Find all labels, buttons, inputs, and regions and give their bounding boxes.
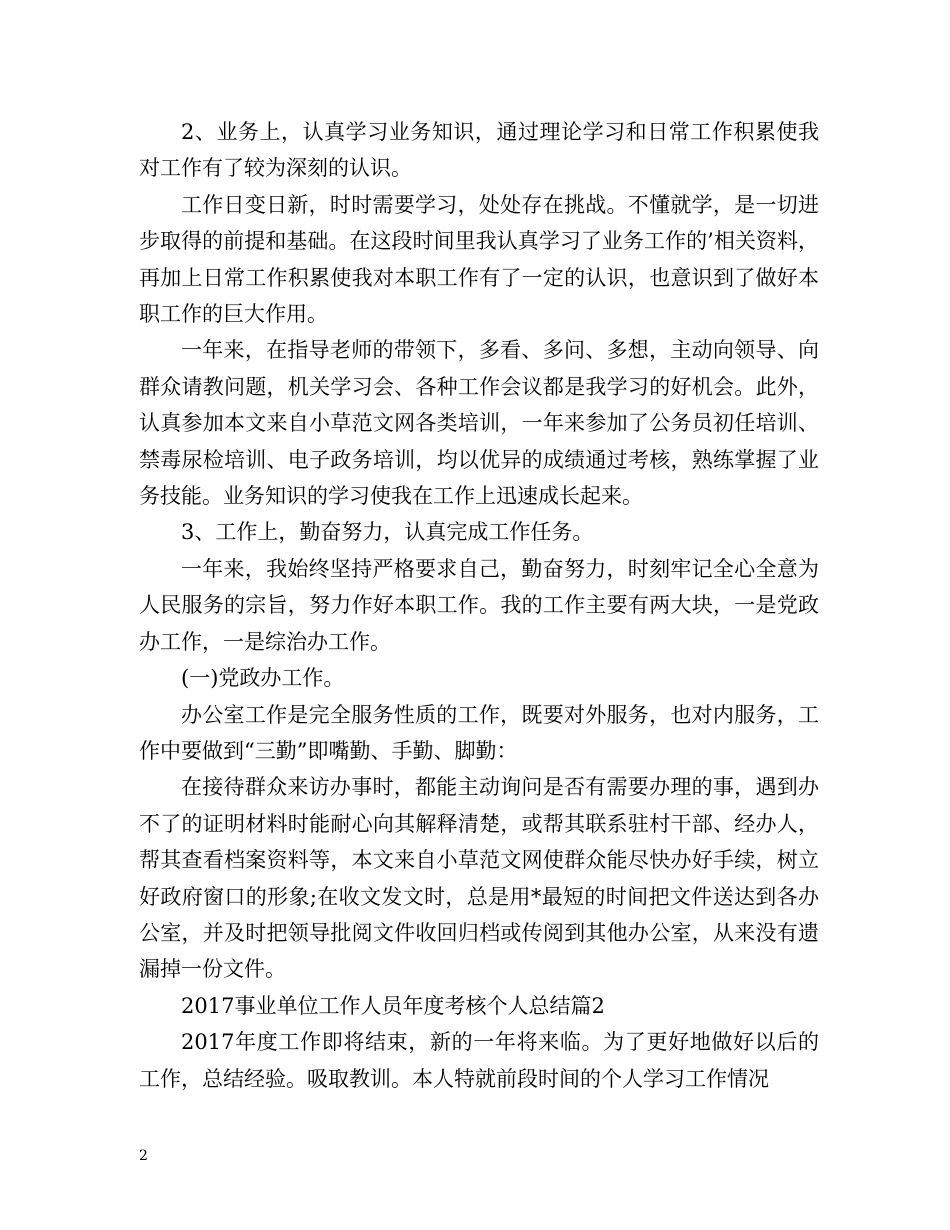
paragraph-work-changes: 工作日变日新，时时需要学习，处处存在挑战。不懂就学，是一切进步取得的前提和基础。在这段时间里我认真学习了业务工作的’相关资料，再加上日常工作积累使我对本职工作有了一定的认识，也意识到了做好本职工作的巨大作用。	[139, 192, 819, 327]
paragraph-office-service: 办公室工作是完全服务性质的工作，既要对外服务，也对内服务，工作中要做到“三勤”即嘴勤、手勤、脚勤：	[139, 702, 819, 763]
paragraph-party-office-heading: (一)党政办工作。	[181, 666, 345, 691]
paragraph-reception: 在接待群众来访办事时，都能主动询问是否有需要办理的事，遇到办不了的证明材料时能耐心向其解释清楚，或帮其联系驻村干部、经办人，帮其查看档案资料等，本文来自小草范文网使群众能尽快办好手续，树立好政府窗口的形象;在收文发文时，总是用*最短的时间把文件送达到各办公室，并及时把领导批阅文件收回归档或传阅到其他办公室，从来没有遗漏掉一份文件。	[139, 775, 819, 982]
paragraph-year-end: 2017年度工作即将结束，新的一年将来临。为了更好地做好以后的工作，总结经验。吸取教训。本人特就前段时间的个人学习工作情况	[139, 1030, 819, 1091]
document-body	[139, 114, 819, 1097]
paragraph-section-title: 2017事业单位工作人员年度考核个人总结篇2	[181, 993, 605, 1018]
paragraph-business-study: 2、业务上，认真学习业务知识，通过理论学习和日常工作积累使我对工作有了较为深刻的认识。	[139, 120, 819, 181]
paragraph-work-heading: 3、工作上，勤奋努力，认真完成工作任务。	[181, 520, 594, 545]
page-number: 2	[139, 1148, 148, 1164]
paragraph-year-learning: 一年来，在指导老师的带领下，多看、多问、多想，主动向领导、向群众请教问题，机关学习会、各种工作会议都是我学习的好机会。此外，认真参加本文来自小草范文网各类培训，一年来参加了公务员初任培训、禁毒尿检培训、电子政务培训，均以优异的成绩通过考核，熟练掌握了业务技能。业务知识的学习使我在工作上迅速成长起来。	[139, 338, 819, 509]
paragraph-year-strict: 一年来，我始终坚持严格要求自己，勤奋努力，时刻牢记全心全意为人民服务的宗旨，努力作好本职工作。我的工作主要有两大块，一是党政办工作，一是综治办工作。	[139, 556, 819, 654]
